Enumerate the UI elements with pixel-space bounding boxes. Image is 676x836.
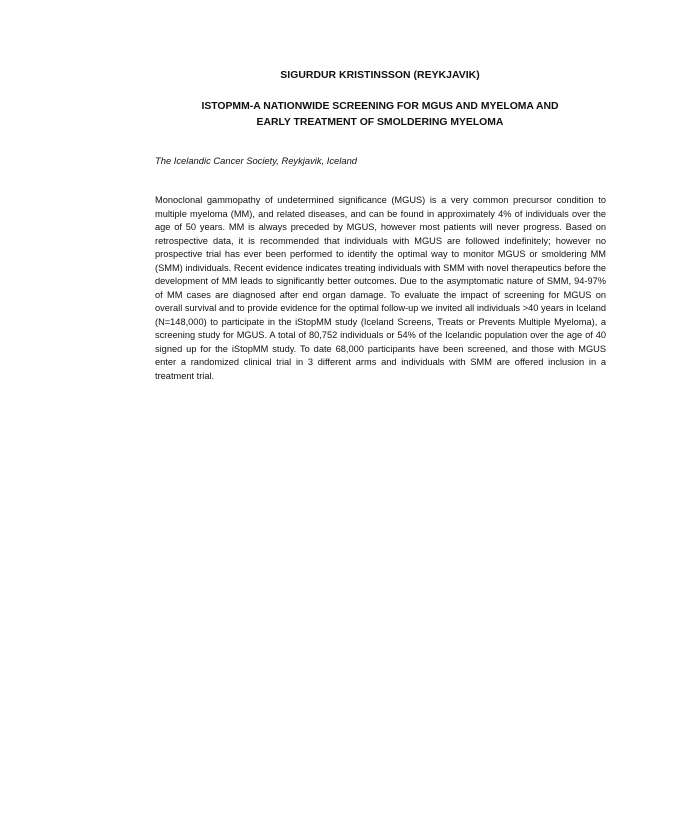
title-line-2: EARLY TREATMENT OF SMOLDERING MYELOMA — [256, 116, 504, 128]
abstract-title — [0, 99, 676, 130]
author-heading: SIGURDUR KRISTINSSON (REYKJAVIK) — [280, 70, 480, 81]
title-line-1: ISTOPMM-A NATIONWIDE SCREENING FOR MGUS AND MYELOMA AND — [201, 101, 559, 112]
abstract-body: Monoclonal gammopathy of undetermined significance (MGUS) is a very common precursor condition to multiple myeloma (MM), and related diseases, and can be found in approximately 4% of individuals over the age of 50 years. MM is always preceded by MGUS, however most patients will never progress. Based on retrospective data, it is recommended that individuals with MGUS are followed indefinitely; however no prospective trial has ever been performed to identify the optimal way to monitor MGUS or smoldering MM (SMM) individuals. Recent evidence indicates treating individuals with SMM with novel therapeutics before the development of MM leads to significantly better outcomes. Due to the asymptomatic nature of SMM, 94-97% of MM cases are diagnosed after end organ damage. To evaluate the impact of screening for MGUS on overall survival and to provide evidence for the optimal follow-up we invited all individuals >40 years in Iceland (N=148,000) to participate in the iStopMM study (Iceland Screens, Treats or Prevents Multiple Myeloma), a screening study for MGUS. A total of 80,752 individuals or 54% of the Icelandic population over the age of 40 signed up for the iStopMM study. To date 68,000 participants have been screened, and those with MGUS enter a randomized clinical trial in 3 different arms and individuals with SMM are offered inclusion in a treatment trial. — [155, 195, 606, 381]
affiliation: The Icelandic Cancer Society, Reykjavik, Iceland — [155, 155, 358, 166]
